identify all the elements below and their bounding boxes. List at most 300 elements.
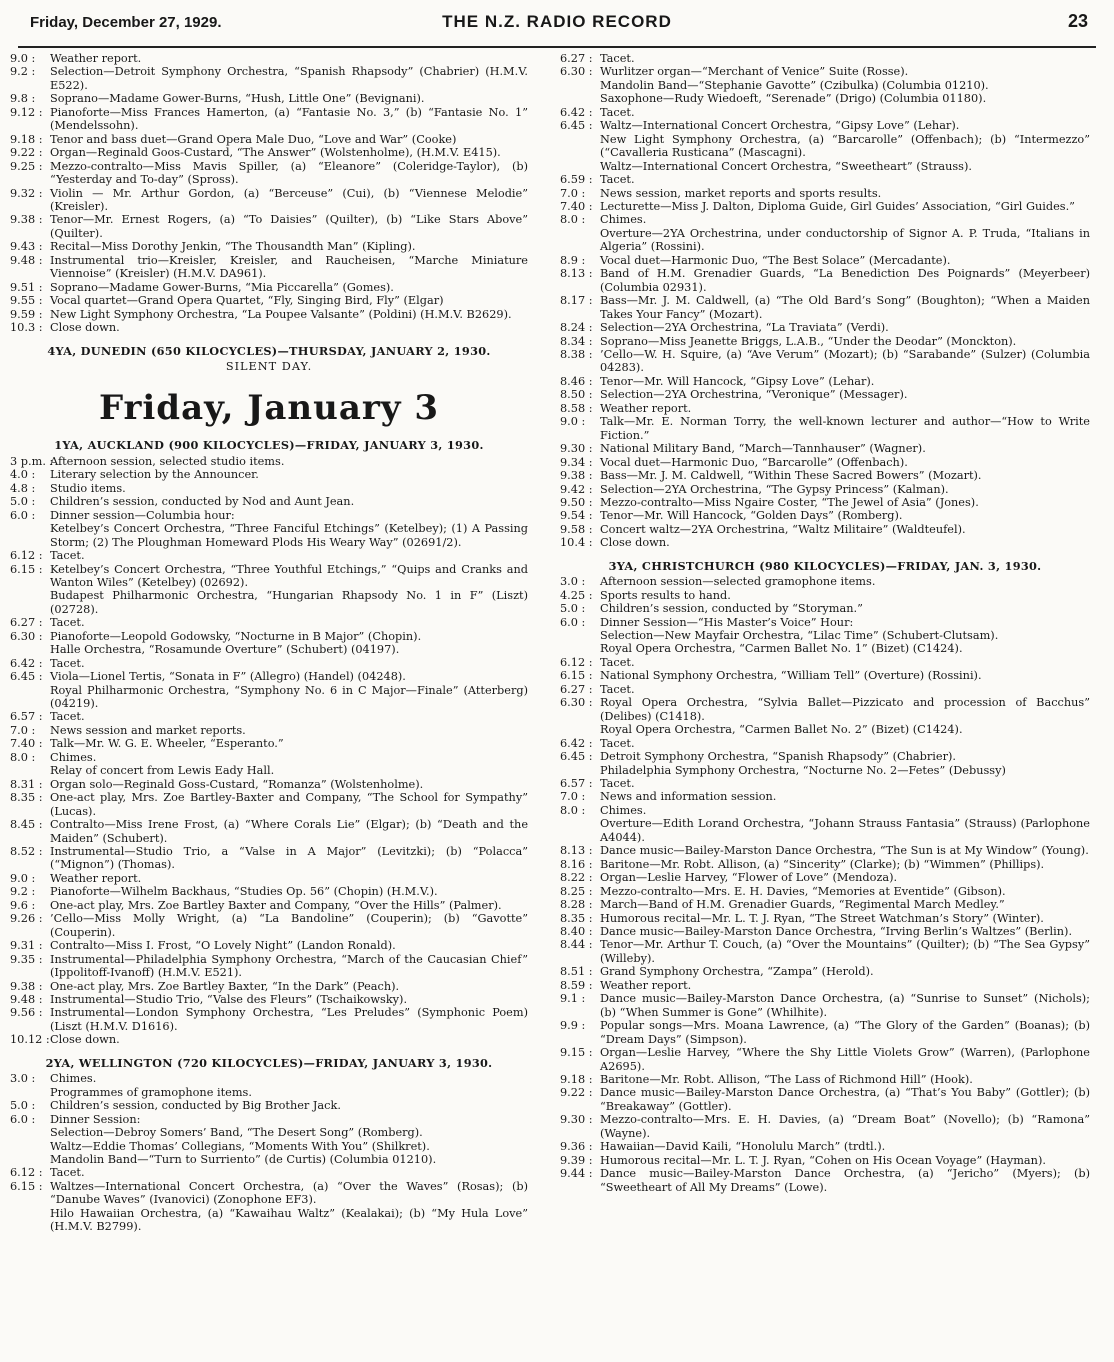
programme-entry: [10, 549, 528, 562]
entry-text: Soprano—Madame Gower-Burns, “Hush, Little One” (Bevignani).: [50, 92, 425, 106]
programme-entry: [10, 980, 528, 993]
entry-text: Weather report.: [50, 871, 142, 885]
entry-time: 6.15 :: [560, 669, 593, 683]
entry-text: Weather report.: [600, 401, 692, 415]
entry-time: 9.22 :: [560, 1086, 593, 1100]
entry-text: Mezzo-contralto—Mrs. E. H. Davies, (a) “Dream Boat” (Novello); (b) “Ramona” (Wayne).: [600, 1113, 1090, 1140]
programme-entry: [560, 415, 1090, 442]
programme-entry: [10, 953, 528, 980]
entry-time: 9.30 :: [560, 1113, 593, 1127]
entry-time: 8.0 :: [10, 750, 36, 764]
entry-time: 9.0 :: [10, 52, 36, 65]
programme-entry: [560, 496, 1090, 509]
programme-subitem: Waltz—International Concert Orchestra, “Sweetheart” (Strauss).: [600, 159, 972, 173]
entry-time: 10.3 :: [10, 321, 43, 335]
entry-text: Dinner Session:: [50, 1112, 141, 1126]
programme-entry: [10, 495, 528, 508]
entry-text: New Light Symphony Orchestra, “La Poupee Valsante” (Poldini) (H.M.V. B2629).: [50, 307, 512, 321]
programme-entry: [10, 455, 528, 468]
entry-time: 9.18 :: [560, 1072, 593, 1086]
programme-entry: [10, 1072, 528, 1085]
station-heading: 3YA, CHRISTCHURCH (980 KILOCYCLES)—FRIDAY, JAN. 3, 1930.: [608, 558, 1042, 573]
programme-entry: [560, 187, 1090, 200]
entry-time: 9.1 :: [560, 992, 586, 1006]
entry-time: 8.31 :: [10, 777, 43, 791]
entry-text: Viola—Lionel Tertis, “Sonata in F” (Allegro) (Handel) (04248).: [50, 670, 406, 684]
entry-text: Weather report.: [600, 978, 692, 992]
programme-entry: [560, 938, 1090, 965]
entry-text: Tacet.: [50, 1166, 85, 1180]
programme-entry: [560, 602, 1090, 615]
programme-entry: [10, 1099, 528, 1112]
entry-time: 8.0 :: [560, 803, 586, 817]
entry-text: Tacet.: [600, 105, 635, 119]
entry-time: 5.0 :: [560, 602, 586, 616]
entry-time: 6.42 :: [560, 736, 593, 750]
programme-subitem: Royal Opera Orchestra, “Carmen Ballet No. 2” (Bizet) (C1424).: [600, 723, 963, 737]
entry-text: Dance music—Bailey-Marston Dance Orchestra, (a) “Sunrise to Sunset” (Nichols); (b) “When Summer is Gone” (Whilhite).: [600, 992, 1090, 1019]
programme-subitem: Saxophone—Rudy Wiedoeft, “Serenade” (Drigo) (Columbia 01180).: [600, 92, 987, 106]
entry-text: Afternoon session—selected gramophone items.: [600, 575, 876, 589]
entry-time: 6.12 :: [10, 549, 43, 563]
programme-entry: [560, 321, 1090, 334]
entry-text: Dinner Session—“His Master’s Voice” Hour:: [600, 615, 854, 629]
entry-time: 6.42 :: [560, 105, 593, 119]
programme-entry: [560, 885, 1090, 898]
entry-time: 6.30 :: [560, 65, 593, 79]
entry-time: 9.58 :: [560, 522, 593, 536]
day-heading: Friday, January 3: [98, 388, 440, 429]
entry-time: 4.25 :: [560, 588, 593, 602]
entry-time: 8.25 :: [560, 884, 593, 898]
entry-text: Vocal quartet—Grand Opera Quartet, “Fly, Singing Bird, Fly” (Elgar): [50, 294, 444, 308]
entry-text: Pianoforte—Leopold Godowsky, “Nocturne in B Major” (Chopin).: [50, 629, 422, 643]
entry-text: Detroit Symphony Orchestra, “Spanish Rhapsody” (Chabrier).: [600, 750, 956, 764]
entry-time: 9.48 :: [10, 993, 43, 1006]
entry-text: Humorous recital—Mr. L. T. J. Ryan, “The Street Watchman’s Story” (Winter).: [600, 911, 1044, 925]
programme-entry: [560, 294, 1090, 321]
entry-text: Baritone—Mr. Robt. Allison, (a) “Sincerity” (Clarke); (b) “Wimmen” (Phillips).: [600, 857, 1045, 871]
programme-entry: [10, 92, 528, 105]
programme-entry: [560, 213, 1090, 226]
entry-text: Organ—Leslie Harvey, “Flower of Love” (Mendoza).: [600, 871, 898, 885]
entry-time: 8.22 :: [560, 871, 593, 885]
entry-time: 8.34 :: [560, 334, 593, 348]
programme-entry: [560, 200, 1090, 213]
programme-entry: [10, 240, 528, 253]
entry-text: Children’s session, conducted by Big Brother Jack.: [50, 1099, 341, 1113]
entry-time: 8.51 :: [560, 965, 593, 979]
entry-time: 7.0 :: [560, 790, 586, 804]
programme-entry: [560, 267, 1090, 294]
entry-time: 8.13 :: [560, 267, 593, 281]
entry-text: Vocal duet—Harmonic Duo, “Barcarolle” (Offenbach).: [600, 455, 908, 469]
entry-time: 9.38 :: [10, 979, 43, 993]
programme-entry: [560, 992, 1090, 1019]
entry-time: 9.25 :: [10, 159, 43, 173]
entry-time: 9.15 :: [560, 1046, 593, 1060]
programme-subitem: Programmes of gramophone items.: [50, 1085, 252, 1099]
programme-entry: [560, 1154, 1090, 1167]
entry-text: Chimes.: [600, 213, 647, 227]
programme-entry: [560, 858, 1090, 871]
station-heading: 2YA, WELLINGTON (720 KILOCYCLES)—FRIDAY, JANUARY 3, 1930.: [45, 1055, 493, 1070]
programme-subitem: Ketelbey’s Concert Orchestra, “Three Fanciful Etchings” (Ketelbey); (1) A Passing Storm; (2) The Ploughman Homeward Plods His Weary Way” (02691/2).: [50, 522, 528, 549]
entry-time: 8.59 :: [560, 978, 593, 992]
programme-subitem: Selection—Debroy Somers’ Band, “The Desert Song” (Romberg).: [50, 1126, 423, 1140]
programme-entry: [10, 670, 528, 683]
programme-entry: [10, 885, 528, 898]
programme-entry: [560, 979, 1090, 992]
programme-entry: [560, 683, 1090, 696]
entry-time: 7.40 :: [10, 737, 43, 751]
entry-text: Organ—Reginald Goos-Custard, “The Answer” (Wolstenholme), (H.M.V. E415).: [50, 146, 501, 160]
programme-entry: [560, 737, 1090, 750]
entry-text: Grand Symphony Orchestra, “Zampa” (Herold).: [600, 965, 874, 979]
programme-subitem: Royal Opera Orchestra, “Carmen Ballet No. 1” (Bizet) (C1424).: [600, 642, 963, 656]
programme-entry: [560, 442, 1090, 455]
programme-entry: [560, 119, 1090, 132]
programme-entry: [10, 321, 528, 334]
entry-text: Weather report.: [50, 52, 142, 65]
programme-entry: [10, 281, 528, 294]
entry-text: News and information session.: [600, 790, 777, 804]
entry-time: 4.8 :: [10, 481, 36, 495]
entry-time: 6.0 :: [560, 615, 586, 629]
entry-time: 6.15 :: [10, 1179, 43, 1193]
programme-entry: [10, 912, 528, 939]
entry-time: 9.56 :: [10, 1006, 43, 1020]
entry-time: 8.35 :: [560, 911, 593, 925]
programme-entry: [560, 616, 1090, 629]
entry-text: Hawaiian—David Kaili, “Honolulu March” (trdtl.).: [600, 1140, 886, 1154]
programme-subitem: New Light Symphony Orchestra, (a) “Barcarolle” (Offenbach); (b) “Intermezzo” (“Cavalleria Rusticana” (Mascagni).: [600, 132, 1090, 160]
entry-text: Instrumental trio—Kreisler, Kreisler, and Raucheisen, “Marche Miniature Viennoise” (Kreisler) (H.M.V. DA961).: [50, 253, 528, 281]
programme-entry: [10, 993, 528, 1006]
entry-time: 9.12 :: [10, 105, 43, 119]
programme-entry: [560, 348, 1090, 375]
entry-time: 8.52 :: [10, 845, 43, 859]
programme-entry: [560, 254, 1090, 267]
entry-text: One-act play, Mrs. Zoe Bartley Baxter, “In the Dark” (Peach).: [50, 979, 400, 993]
programme-entry: [10, 133, 528, 146]
entry-text: Contralto—Miss I. Frost, “O Lovely Night” (Landon Ronald).: [50, 939, 396, 953]
programme-entry: [10, 1166, 528, 1179]
programme-subitem: Overture—Edith Lorand Orchestra, “Johann Strauss Fantasia” (Strauss) (Parlophone A4044).: [600, 817, 1090, 844]
entry-text: Mezzo-contralto—Miss Mavis Spiller, (a) “Eleanore” (Coleridge-Taylor), (b) “Yesterday and To-day” (Spross).: [50, 159, 528, 187]
entry-text: Mezzo-contralto—Miss Ngaire Coster, “The Jewel of Asia” (Jones).: [600, 495, 979, 509]
programme-entry: [10, 630, 528, 643]
entry-text: Close down.: [50, 321, 120, 335]
entry-time: 6.0 :: [10, 508, 36, 522]
entry-text: Afternoon session, selected studio items.: [50, 454, 285, 468]
entry-time: 8.38 :: [560, 347, 593, 361]
entry-time: 8.28 :: [560, 898, 593, 912]
entry-time: 9.32 :: [10, 186, 43, 200]
entry-text: Studio items.: [50, 481, 126, 495]
programme-entry: [10, 482, 528, 495]
entry-time: 8.24 :: [560, 321, 593, 335]
programme-entry: [10, 106, 528, 133]
entry-time: 9.9 :: [560, 1019, 586, 1033]
programme-entry: [560, 589, 1090, 602]
entry-time: 5.0 :: [10, 1099, 36, 1113]
right-column: [560, 52, 1090, 1194]
entry-text: News session, market reports and sports results.: [600, 186, 882, 200]
programme-entry: [560, 335, 1090, 348]
entry-text: One-act play, Mrs. Zoe Bartley Baxter and Company, “Over the Hills” (Palmer).: [50, 898, 502, 912]
programme-entry: [10, 710, 528, 723]
entry-text: Bass—Mr. J. M. Caldwell, “Within These Sacred Bowers” (Mozart).: [600, 469, 982, 483]
programme-entry: [10, 1006, 528, 1033]
page-header: [18, 6, 1096, 48]
entry-text: Tacet.: [600, 682, 635, 696]
programme-subitem: Mandolin Band—“Stephanie Gavotte” (Czibulka) (Columbia 01210).: [600, 78, 989, 92]
entry-time: 6.57 :: [560, 777, 593, 791]
entry-time: 7.0 :: [560, 186, 586, 200]
entry-text: Selection—2YA Orchestrina, “The Gypsy Princess” (Kalman).: [600, 482, 949, 496]
programme-entry: [560, 777, 1090, 790]
entry-time: 8.16 :: [560, 857, 593, 871]
entry-text: ’Cello—W. H. Squire, (a) “Ave Verum” (Mozart); (b) “Sarabande” (Sulzer) (Columbia 04283).: [600, 347, 1090, 375]
programme-entry: [560, 523, 1090, 536]
programme-entry: [10, 899, 528, 912]
entry-text: Chimes.: [50, 1072, 97, 1086]
entry-text: Popular songs—Mrs. Moana Lawrence, (a) “The Glory of the Garden” (Boanas); (b) “Dream Days” (Simpson).: [600, 1019, 1090, 1046]
entry-text: Lecturette—Miss J. Dalton, Diploma Guide, Girl Guides’ Association, “Girl Guides.”: [600, 199, 1075, 213]
entry-time: 6.30 :: [560, 696, 593, 710]
entry-time: 9.35 :: [10, 952, 43, 966]
entry-time: 9.18 :: [10, 132, 43, 146]
entry-time: 6.45 :: [10, 670, 43, 684]
entry-text: Recital—Miss Dorothy Jenkin, “The Thousandth Man” (Kipling).: [50, 240, 416, 254]
programme-entry: [10, 616, 528, 629]
entry-text: Selection—Detroit Symphony Orchestra, “Spanish Rhapsody” (Chabrier) (H.M.V. E522).: [50, 65, 528, 92]
entry-text: One-act play, Mrs. Zoe Bartley-Baxter and Company, “The School for Sympathy” (Lucas).: [50, 791, 528, 818]
programme-entry: [10, 254, 528, 281]
entry-text: Instrumental—London Symphony Orchestra, “Les Preludes” (Symphonic Poem) (Liszt (H.M.V. D1616).: [50, 1006, 528, 1033]
entry-text: Chimes.: [600, 803, 647, 817]
entry-text: Tenor—Mr. Will Hancock, “Golden Days” (Romberg).: [600, 509, 903, 523]
entry-time: 8.50 :: [560, 388, 593, 402]
entry-time: 9.0 :: [560, 415, 586, 429]
programme-entry: [560, 669, 1090, 682]
entry-time: 9.36 :: [560, 1140, 593, 1154]
entry-time: 8.45 :: [10, 818, 43, 832]
entry-time: 9.38 :: [560, 469, 593, 483]
entry-time: 9.34 :: [560, 455, 593, 469]
programme-subitem: Selection—New Mayfair Orchestra, “Lilac Time” (Schubert-Clutsam).: [600, 629, 999, 643]
entry-text: Children’s session, conducted by Nod and Aunt Jean.: [50, 495, 355, 509]
programme-entry: [560, 1073, 1090, 1086]
programme-entry: [10, 308, 528, 321]
entry-text: Tacet.: [50, 710, 85, 724]
page-number: 23: [1067, 11, 1088, 31]
programme-subitem: Halle Orchestra, “Rosamunde Overture” (Schubert) (04197).: [50, 643, 400, 657]
entry-text: Children’s session, conducted by “Storyman.”: [600, 602, 863, 616]
header-date: Friday, December 27, 1929.: [30, 14, 222, 31]
entry-text: Mezzo-contralto—Mrs. E. H. Davies, “Memories at Eventide” (Gibson).: [600, 884, 1006, 898]
entry-text: Tacet.: [50, 616, 85, 630]
entry-time: 5.0 :: [10, 495, 36, 509]
entry-time: 8.46 :: [560, 374, 593, 388]
entry-time: 4.0 :: [10, 468, 36, 482]
entry-time: 9.50 :: [560, 495, 593, 509]
entry-time: 8.9 :: [560, 253, 586, 267]
entry-time: 9.48 :: [10, 253, 43, 267]
entry-time: 7.40 :: [560, 199, 593, 213]
programme-entry: [560, 469, 1090, 482]
entry-time: 8.17 :: [560, 294, 593, 308]
programme-entry: [10, 509, 528, 522]
entry-text: Instrumental—Studio Trio, “Valse des Fleurs” (Tschaikowsky).: [50, 993, 408, 1006]
programme-entry: [10, 160, 528, 187]
entry-time: 8.40 :: [560, 925, 593, 938]
programme-entry: [10, 737, 528, 750]
entry-time: 8.13 :: [560, 844, 593, 858]
programme-entry: [560, 1046, 1090, 1073]
entry-text: Selection—2YA Orchestrina, “Veronique” (Messager).: [600, 388, 908, 402]
entry-text: Baritone—Mr. Robt. Allison, “The Lass of Richmond Hill” (Hook).: [600, 1072, 973, 1086]
programme-entry: [10, 657, 528, 670]
entry-time: 9.8 :: [10, 92, 36, 106]
entry-text: Band of H.M. Grenadier Guards, “La Benediction Des Poignards” (Meyerbeer) (Columbia 02931).: [600, 267, 1090, 294]
entry-text: Tacet.: [600, 173, 635, 187]
programme-entry: [560, 483, 1090, 496]
programme-entry: [560, 1167, 1090, 1194]
entry-time: 9.42 :: [560, 482, 593, 496]
programme-entry: [10, 213, 528, 240]
programme-entry: [10, 52, 528, 65]
programme-entry: [560, 1140, 1090, 1153]
entry-text: Tacet.: [600, 655, 635, 669]
programme-entry: [560, 536, 1090, 549]
entry-text: Tenor—Mr. Will Hancock, “Gipsy Love” (Lehar).: [600, 374, 875, 388]
station-heading: 4YA, DUNEDIN (650 KILOCYCLES)—THURSDAY, JANUARY 2, 1930.: [47, 343, 491, 358]
entry-text: Talk—Mr. E. Norman Torry, the well-known lecturer and author—“How to Write Fiction.”: [600, 415, 1090, 442]
entry-time: 6.27 :: [560, 52, 593, 65]
entry-time: 6.0 :: [10, 1112, 36, 1126]
entry-time: 9.26 :: [10, 912, 43, 926]
entry-text: Waltzes—International Concert Orchestra, (a) “Over the Waves” (Rosas); (b) “Danube Waves” (Ivanovici) (Zonophone EF3).: [50, 1179, 528, 1207]
programme-entry: [560, 1113, 1090, 1140]
entry-time: 9.51 :: [10, 280, 43, 294]
entry-time: 9.30 :: [560, 442, 593, 456]
programme-subitem: Budapest Philharmonic Orchestra, “Hungarian Rhapsody No. 1 in F” (Liszt) (02728).: [50, 589, 528, 616]
entry-time: 6.42 :: [10, 656, 43, 670]
programme-entry: [560, 575, 1090, 588]
programme-entry: [10, 939, 528, 952]
programme-subitem: Mandolin Band—“Turn to Surriento” (de Curtis) (Columbia 01210).: [50, 1152, 437, 1166]
programme-entry: [10, 872, 528, 885]
programme-entry: [560, 871, 1090, 884]
programme-entry: [560, 696, 1090, 723]
programme-subitem: Royal Philharmonic Orchestra, “Symphony No. 6 in C Major—Finale” (Atterberg) (04219).: [50, 683, 528, 711]
programme-entry: [560, 65, 1090, 78]
programme-entry: [10, 1113, 528, 1126]
programme-entry: [560, 898, 1090, 911]
programme-entry: [10, 778, 528, 791]
entry-time: 9.44 :: [560, 1167, 593, 1181]
entry-text: Sports results to hand.: [600, 588, 731, 602]
entry-text: ’Cello—Miss Molly Wright, (a) “La Bandoline” (Couperin); (b) “Gavotte” (Couperin).: [50, 912, 528, 939]
entry-text: Tacet.: [50, 656, 85, 670]
entry-time: 9.55 :: [10, 294, 43, 308]
entry-text: Ketelbey’s Concert Orchestra, “Three Youthful Etchings,” “Quips and Cranks and Wanton Wiles” (Ketelbey) (02692).: [50, 562, 528, 589]
programme-subitem: Relay of concert from Lewis Eady Hall.: [50, 764, 275, 778]
entry-text: Concert waltz—2YA Orchestrina, “Waltz Militaire” (Waldteufel).: [600, 522, 966, 536]
entry-text: Humorous recital—Mr. L. T. J. Ryan, “Cohen on His Ocean Voyage” (Hayman).: [600, 1153, 1046, 1167]
entry-time: 6.57 :: [10, 710, 43, 724]
entry-text: Chimes.: [50, 750, 97, 764]
entry-time: 10.12 :: [10, 1033, 50, 1047]
entry-time: 8.0 :: [560, 213, 586, 227]
programme-entry: [10, 724, 528, 737]
entry-time: 7.0 :: [10, 723, 36, 737]
entry-text: News session and market reports.: [50, 723, 246, 737]
entry-time: 6.12 :: [10, 1166, 43, 1180]
entry-text: Selection—2YA Orchestrina, “La Traviata” (Verdi).: [600, 321, 889, 335]
programme-entry: [560, 1086, 1090, 1113]
programme-entry: [10, 468, 528, 481]
programme-entry: [10, 146, 528, 159]
entry-text: Waltz—International Concert Orchestra, “Gipsy Love” (Lehar).: [600, 119, 960, 133]
entry-text: Dance music—Bailey-Marston Dance Orchestra, “The Sun is at My Window” (Young).: [600, 844, 1089, 858]
entry-text: Royal Opera Orchestra, “Sylvia Ballet—Pizzicato and procession of Bacchus” (Delibes) (C1418).: [600, 696, 1090, 723]
entry-text: Instrumental—Studio Trio, a “Valse in A Major” (Levitzki); (b) “Polacca” (“Mignon”) (Thomas).: [50, 845, 528, 872]
entry-text: Talk—Mr. W. G. E. Wheeler, “Esperanto.”: [50, 737, 284, 751]
entry-time: 6.15 :: [10, 562, 43, 576]
entry-text: Violin — Mr. Arthur Gordon, (a) “Berceuse” (Cui), (b) “Viennese Melodie” (Kreisler).: [50, 186, 528, 213]
entry-text: Soprano—Madame Gower-Burns, “Mia Piccarella” (Gomes).: [50, 280, 394, 294]
programme-entry: [10, 187, 528, 214]
programme-entry: [560, 912, 1090, 925]
programme-entry: [10, 563, 528, 590]
entry-text: National Symphony Orchestra, “William Tell” (Overture) (Rossini).: [600, 669, 982, 683]
entry-text: Tenor—Mr. Arthur T. Couch, (a) “Over the Mountains” (Quilter); (b) “The Sea Gypsy” (Willeby).: [600, 938, 1090, 965]
entry-text: Organ solo—Reginald Goss-Custard, “Romanza” (Wolstenholme).: [50, 777, 424, 791]
programme-subitem: Waltz—Eddie Thomas’ Collegians, “Moments With You” (Shilkret).: [50, 1139, 430, 1153]
entry-text: March—Band of H.M. Grenadier Guards, “Regimental March Medley.”: [600, 898, 1005, 912]
entry-text: Vocal duet—Harmonic Duo, “The Best Solace” (Mercadante).: [600, 253, 951, 267]
entry-text: Tacet.: [50, 549, 85, 563]
entry-time: 8.44 :: [560, 938, 593, 952]
entry-time: 9.2 :: [10, 885, 36, 899]
programme-entry: [10, 845, 528, 872]
entry-text: Tacet.: [600, 736, 635, 750]
entry-time: 9.31 :: [10, 939, 43, 953]
programme-entry: [560, 656, 1090, 669]
programme-entry: [560, 173, 1090, 186]
entry-time: 8.58 :: [560, 401, 593, 415]
entry-time: 6.12 :: [560, 655, 593, 669]
entry-text: Tenor and bass duet—Grand Opera Male Duo, “Love and War” (Cooke): [50, 132, 457, 146]
programme-entry: [560, 52, 1090, 65]
programme-entry: [560, 402, 1090, 415]
station-note: SILENT DAY.: [225, 359, 313, 373]
entry-time: 9.0 :: [10, 871, 36, 885]
programme-entry: [560, 844, 1090, 857]
station-heading: 1YA, AUCKLAND (900 KILOCYCLES)—FRIDAY, JANUARY 3, 1930.: [54, 438, 484, 453]
entry-time: 3.0 :: [10, 1072, 36, 1086]
entry-text: Dance music—Bailey-Marston Dance Orchestra, (a) “That’s You Baby” (Gottler); (b) “Breakaway” (Gottler).: [600, 1086, 1090, 1113]
entry-text: Close down.: [600, 536, 670, 550]
entry-text: Dance music—Bailey-Marston Dance Orchestra, (a) “Jericho” (Myers); (b) “Sweetheart of All My Dreams” (Lowe).: [600, 1167, 1090, 1194]
entry-text: Literary selection by the Announcer.: [50, 468, 259, 482]
entry-text: Tacet.: [600, 777, 635, 791]
programme-entry: [560, 965, 1090, 978]
entry-text: Instrumental—Philadelphia Symphony Orchestra, “March of the Caucasian Chief” (Ippolitoff-Ivanoff) (H.M.V. E521).: [50, 952, 528, 980]
